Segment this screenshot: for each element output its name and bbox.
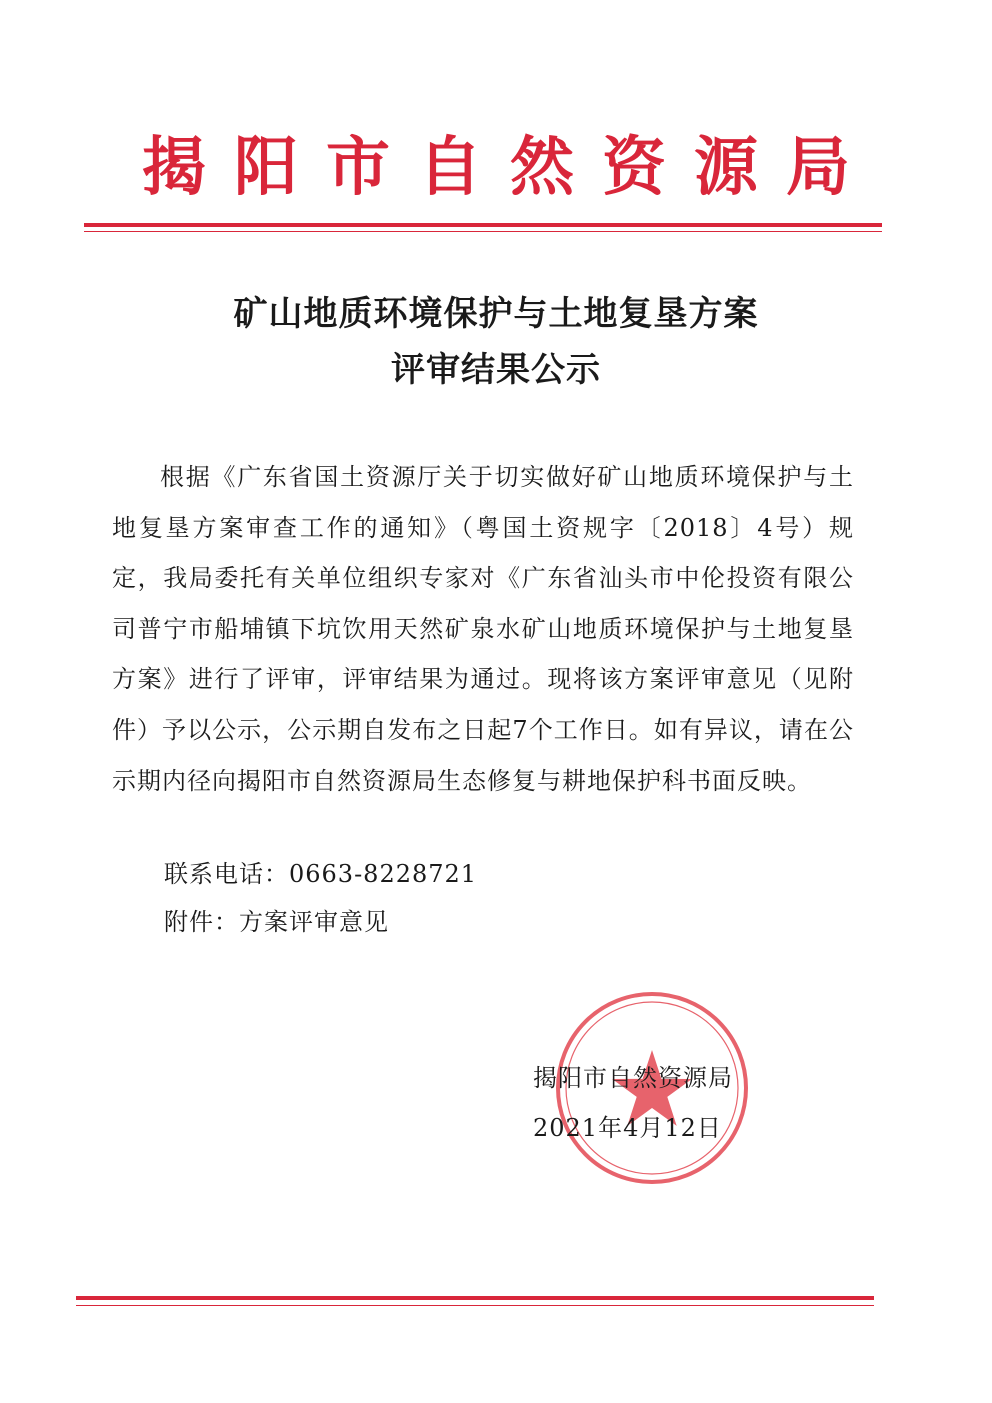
contact-phone: 联系电话：0663-8228721	[164, 860, 478, 888]
attachment-line: 附件：方案评审意见	[164, 908, 389, 936]
letterhead-rule-thin	[84, 231, 882, 232]
letterhead-title: 揭阳市自然资源局	[142, 130, 878, 205]
signature-date: 2021年4月12日	[533, 1114, 722, 1142]
letterhead-rule-thick	[84, 223, 882, 227]
footer-rule-thin	[76, 1305, 874, 1306]
signature-organization: 揭阳市自然资源局	[533, 1064, 733, 1092]
footer-rule-thick	[76, 1296, 874, 1300]
document-title-line2: 评审结果公示	[391, 350, 601, 390]
body-paragraph: 根据《广东省国土资源厅关于切实做好矿山地质环境保护与土地复垦方案审查工作的通知》（粤国土资规字〔2018〕4号）规定，我局委托有关单位组织专家对《广东省汕头市中伦投资有限公司普宁市船埔镇下坑饮用天然矿泉水矿山地质环境保护与土地复垦方案》进行了评审，评审结果为通过。现将该方案评审意见（见附件）予以公示，公示期自发布之日起7个工作日。如有异议，请在公示期内径向揭阳市自然资源局生态修复与耕地保护科书面反映。	[112, 463, 854, 795]
document-title-line1: 矿山地质环境保护与土地复垦方案	[233, 294, 759, 334]
